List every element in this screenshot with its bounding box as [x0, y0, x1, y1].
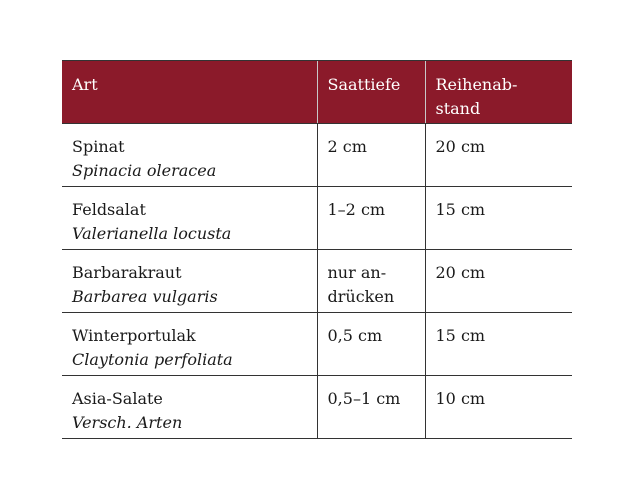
header-row-spacing-label-line1: Reihenab- [435, 75, 518, 94]
table-row [62, 124, 572, 187]
spacing-value: 20 cm [435, 137, 486, 156]
table-row [62, 250, 572, 313]
spacing-cell [425, 313, 572, 376]
depth-cell [317, 376, 425, 439]
spacing-value: 10 cm [435, 389, 486, 408]
sowing-table [62, 60, 572, 439]
common-name: Winterportulak [72, 326, 196, 345]
common-name: Spinat [72, 137, 125, 156]
depth-value: 2 cm [327, 137, 367, 156]
species-cell [62, 187, 317, 250]
spacing-cell [425, 250, 572, 313]
header-species [62, 61, 317, 124]
latin-name: Claytonia perfoliata [72, 350, 233, 369]
depth-cell [317, 124, 425, 187]
depth-value: 0,5–1 cm [327, 389, 401, 408]
table-row [62, 313, 572, 376]
latin-name: Barbarea vulgaris [72, 287, 218, 306]
spacing-value: 20 cm [435, 263, 486, 282]
header-sowing-depth [317, 61, 425, 124]
depth-value: nur an- [327, 263, 387, 282]
spacing-cell [425, 124, 572, 187]
depth-value: 0,5 cm [327, 326, 383, 345]
latin-name: Versch. Arten [72, 413, 183, 432]
depth-cell [317, 187, 425, 250]
spacing-value: 15 cm [435, 326, 486, 345]
header-sowing-depth-label: Saattiefe [327, 75, 401, 94]
species-cell [62, 376, 317, 439]
depth-cell [317, 250, 425, 313]
spacing-cell [425, 187, 572, 250]
spacing-value: 15 cm [435, 200, 486, 219]
table-header-row [62, 61, 572, 124]
common-name: Feldsalat [72, 200, 146, 219]
header-species-label: Art [72, 75, 98, 94]
common-name: Barbarakraut [72, 263, 182, 282]
depth-value: 1–2 cm [327, 200, 386, 219]
header-row-spacing [425, 61, 572, 124]
spacing-cell [425, 376, 572, 439]
species-cell [62, 313, 317, 376]
species-cell [62, 250, 317, 313]
common-name: Asia-Salate [72, 389, 163, 408]
species-cell [62, 124, 317, 187]
header-row-spacing-label-line2: stand [435, 99, 481, 118]
latin-name: Valerianella locusta [72, 224, 232, 243]
depth-value-line2: drücken [327, 287, 395, 306]
table-row [62, 376, 572, 439]
table-row [62, 187, 572, 250]
latin-name: Spinacia oleracea [72, 161, 217, 180]
depth-cell [317, 313, 425, 376]
